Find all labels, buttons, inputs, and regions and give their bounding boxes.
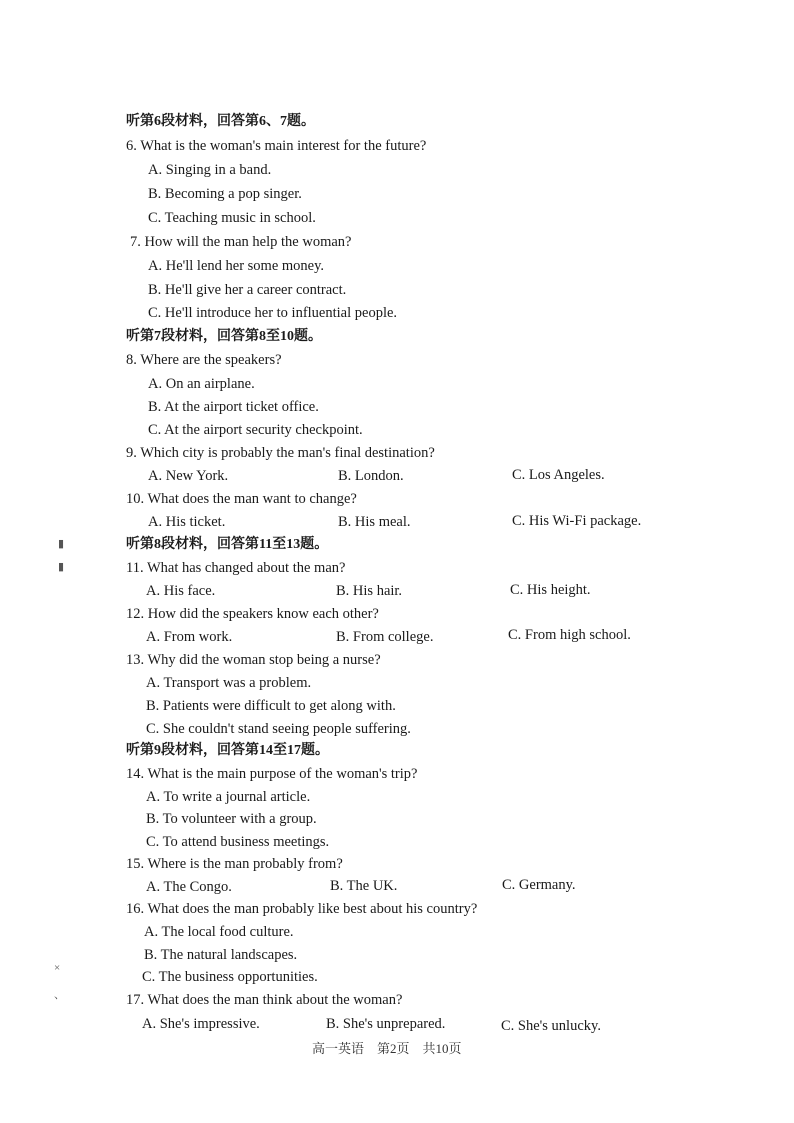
option-13c: C. She couldn't stand seeing people suffering. — [146, 721, 411, 737]
option-16c: C. The business opportunities. — [142, 969, 318, 985]
margin-mark-4: 、 — [54, 989, 65, 1001]
question-8: 8. Where are the speakers? — [126, 352, 282, 368]
option-15b: B. The UK. — [330, 878, 398, 894]
page-footer: 高一英语 第2页 共10页 — [312, 1041, 462, 1056]
option-9b: B. London. — [338, 468, 404, 484]
section-header-6: 听第6段材料，回答第6、7题。 — [126, 114, 315, 129]
section-header-7: 听第7段材料，回答第8至10题。 — [126, 329, 322, 344]
option-7c: C. He'll introduce her to influential people. — [148, 305, 398, 321]
option-13a: A. Transport was a problem. — [146, 675, 312, 691]
margin-mark-1: ▮ — [58, 538, 65, 550]
question-10: 10. What does the man want to change? — [126, 491, 357, 507]
question-12: 12. How did the speakers know each other? — [126, 606, 379, 622]
section-header-8: 听第8段材料，回答第11至13题。 — [126, 537, 329, 552]
option-11a: A. His face. — [146, 583, 216, 599]
question-15: 15. Where is the man probably from? — [126, 856, 343, 872]
option-15c: C. Germany. — [502, 877, 576, 893]
option-11c: C. His height. — [510, 582, 591, 598]
option-10a: A. His ticket. — [148, 514, 226, 530]
question-13: 13. Why did the woman stop being a nurse? — [126, 652, 381, 668]
option-8a: A. On an airplane. — [148, 376, 255, 392]
margin-mark-3: × — [54, 962, 61, 974]
option-9a: A. New York. — [148, 468, 229, 484]
question-7: 7. How will the man help the woman? — [130, 234, 352, 250]
option-13b: B. Patients were difficult to get along with. — [146, 698, 396, 714]
option-6a: A. Singing in a band. — [148, 162, 272, 178]
option-10b: B. His meal. — [338, 514, 411, 530]
question-14: 14. What is the main purpose of the woman's trip? — [126, 766, 418, 782]
option-12a: A. From work. — [146, 629, 233, 645]
question-17: 17. What does the man think about the woman? — [126, 992, 403, 1008]
option-14a: A. To write a journal article. — [146, 789, 311, 805]
question-9: 9. Which city is probably the man's final destination? — [126, 445, 435, 461]
option-8b: B. At the airport ticket office. — [148, 399, 319, 415]
option-6b: B. Becoming a pop singer. — [148, 186, 302, 202]
question-16: 16. What does the man probably like best about his country? — [126, 901, 478, 917]
option-17a: A. She's impressive. — [142, 1016, 260, 1032]
option-17c: C. She's unlucky. — [501, 1018, 601, 1034]
section-header-9: 听第9段材料，回答第14至17题。 — [126, 743, 329, 758]
option-14c: C. To attend business meetings. — [146, 834, 330, 850]
option-6c: C. Teaching music in school. — [148, 210, 316, 226]
option-16a: A. The local food culture. — [144, 924, 294, 940]
option-7b: B. He'll give her a career contract. — [148, 282, 347, 298]
option-8c: C. At the airport security checkpoint. — [148, 422, 363, 438]
option-10c: C. His Wi-Fi package. — [512, 513, 642, 529]
question-11: 11. What has changed about the man? — [126, 560, 346, 576]
option-14b: B. To volunteer with a group. — [146, 811, 317, 827]
option-12c: C. From high school. — [508, 627, 631, 643]
option-11b: B. His hair. — [336, 583, 403, 599]
option-12b: B. From college. — [336, 629, 434, 645]
option-15a: A. The Congo. — [146, 879, 232, 895]
question-6: 6. What is the woman's main interest for the future? — [126, 138, 427, 154]
option-17b: B. She's unprepared. — [326, 1016, 446, 1032]
option-9c: C. Los Angeles. — [512, 467, 605, 483]
option-16b: B. The natural landscapes. — [144, 947, 298, 963]
margin-mark-2: ▮ — [58, 561, 65, 573]
option-7a: A. He'll lend her some money. — [148, 258, 325, 274]
